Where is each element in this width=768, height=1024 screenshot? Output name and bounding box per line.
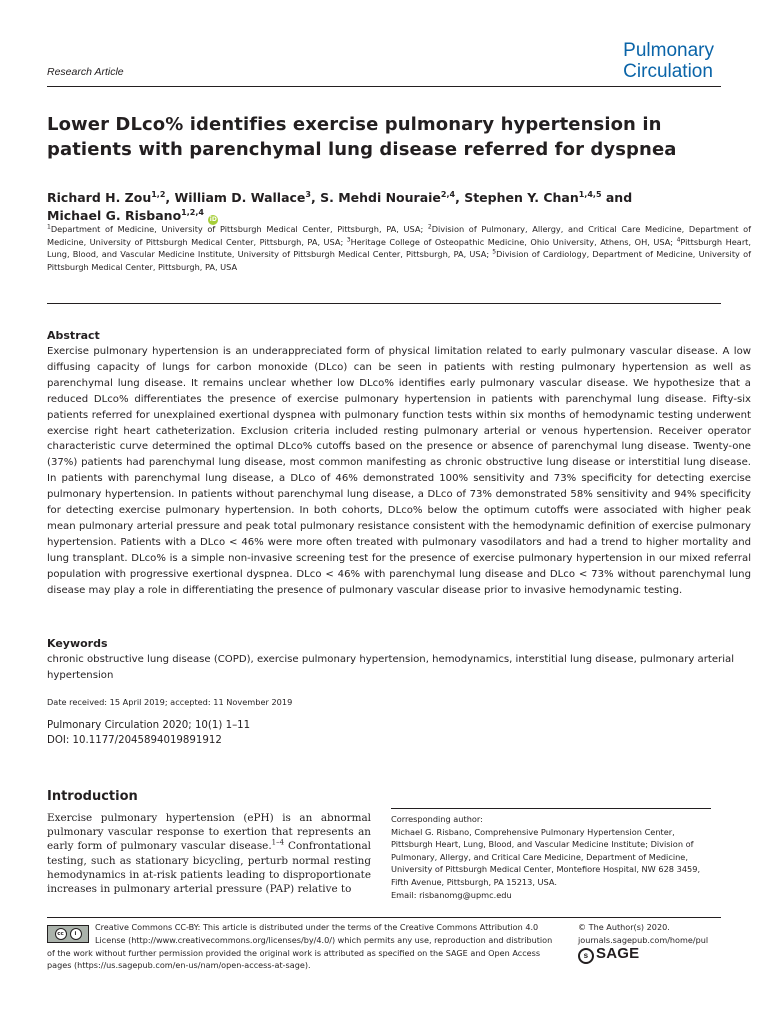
- copyright-block: [578, 921, 738, 947]
- license-statement: [47, 921, 571, 972]
- cc-icon: cc: [55, 928, 67, 940]
- author-name: S. Mehdi Nouraie: [320, 190, 441, 205]
- introduction-text: Confrontational testing, such as stationary bicycling, perturb normal resting hemodynamics in at-risk patients leading to disproportionate increases in pulmonary arterial pressure (PAP) relative to: [47, 840, 371, 896]
- author-name: William D. Wallace: [174, 190, 306, 205]
- header-divider: [47, 86, 721, 87]
- author-affiliation-ref: 2,4: [440, 189, 456, 199]
- corresponding-author-line: Pittsburgh Heart, Lung, Blood, and Vascular Medicine Institute; Division of: [391, 839, 694, 850]
- introduction-text: Exercise pulmonary hypertension (ePH) is an abnormal pulmonary vascular response to exertion that represents an early form of pulmonary vascular disease.: [47, 812, 371, 853]
- affiliation-text: Heritage College of Osteopathic Medicine, Ohio University, Athens, OH, USA;: [350, 236, 677, 247]
- affiliation-text: Department of Medicine, University of Pittsburgh Medical Center, Pittsburgh, PA, USA;: [50, 224, 428, 234]
- keywords-body: chronic obstructive lung disease (COPD), exercise pulmonary hypertension, hemodynamics, interstitial lung disease, pulmonary arterial hypertension: [47, 654, 735, 681]
- copyright-notice: © The Author(s) 2020.: [578, 922, 670, 932]
- citation-journal: Pulmonary Circulation 2020; 10(1) 1–11: [47, 720, 251, 731]
- author-name: Richard H. Zou: [47, 190, 152, 205]
- license-text: of the work without further permission provided the original work is attributed as specified on the SAGE and Open Access: [47, 947, 541, 958]
- author-list: Richard H. Zou$^{1,2}$, William D. Wallace$^3$, S. Mehdi Nouraie$^{2,4}$, Stephen Y. Chan$^{1,4,5}$ and Michael G. Risbano$^{1,2,4}$ iD: [47, 189, 633, 223]
- section-divider: [47, 303, 721, 304]
- corresponding-author-line: Michael G. Risbano, Comprehensive Pulmonary Hypertension Center,: [391, 826, 675, 837]
- footer-divider: [47, 917, 721, 918]
- correspondence-divider: [391, 808, 711, 809]
- affiliation-text: Division of Pulmonary, Allergy, and Critical Care Medicine, Department of Medicine, University of Pittsburgh Medical Center, Pittsburgh, PA, USA;: [47, 224, 751, 247]
- author-name: Michael G. Risbano: [47, 208, 182, 223]
- journal-logo: [623, 40, 714, 82]
- keywords-heading: Keywords: [47, 637, 108, 650]
- affiliations: [47, 223, 751, 273]
- author-affiliation-ref: 1,4,5: [578, 189, 602, 199]
- attribution-icon: i: [70, 928, 82, 940]
- author-conjunction: and: [605, 190, 633, 205]
- affiliation-number: 5: [492, 248, 497, 256]
- publisher-name: SAGE: [596, 945, 640, 962]
- author-affiliation-ref: 3: [305, 189, 311, 199]
- affiliation-number: 2: [427, 223, 432, 231]
- license-text: Creative Commons CC-BY: This article is distributed under the terms of the Creative Commons Attribution 4.0: [95, 922, 539, 932]
- affiliation-text: Pittsburgh Heart, Lung, Blood, and Vascular Medicine Institute, University of Pittsburgh Medical Center, Pittsburgh, PA, USA;: [47, 236, 751, 260]
- reference-citation[interactable]: 1–4: [271, 838, 285, 847]
- article-title: Lower DLco% identifies exercise pulmonary hypertension in patients with parenchymal lung disease referred for dyspnea: [47, 114, 677, 160]
- affiliation-number: 4: [676, 235, 681, 243]
- sage-logo: [578, 945, 639, 964]
- sage-mark-icon: s: [578, 948, 594, 964]
- corresponding-author-label: Corresponding author:: [391, 814, 483, 824]
- journal-url[interactable]: journals.sagepub.com/home/pul: [578, 934, 709, 945]
- article-type: Research Article: [47, 66, 124, 78]
- author-affiliation-ref: 1,2: [151, 189, 166, 199]
- abstract-body: Exercise pulmonary hypertension is an underappreciated form of physical limitation related to early pulmonary vascular disease. A low diffusing capacity of lungs for carbon monoxide (DLco) can be seen in patients with resting pulmonary hypertension as well as parenchymal lung disease. It remains unclear whether low DLco% identifies early pulmonary vascular disease. We hypothesize that a reduced DLco% differentiates the presence of exercise pulmonary hypertension in patients with parenchymal lung disease. Fifty-six patients referred for unexplained exertional dyspnea with pulmonary function tests within six months of hemodynamic testing underwent exercise right heart catheterization. Exclusion criteria included resting pulmonary arterial or venous hypertension. Receiver operator characteristic curve determined the optimal DLco% cutoffs based on the presence or absence of parenchymal lung disease. Twenty-one (37%) patients had parenchymal lung disease, most common manifesting as chronic obstructive lung disease or interstitial lung disease. In patients with parenchymal lung disease, a DLco of 46% demonstrated 100% sensitivity and 73% specificity for detecting exercise pulmonary hypertension. In patients without parenchymal lung disease, a DLco of 73% demonstrated 58% sensitivity and 94% specificity for detecting exercise pulmonary hypertension. In both cohorts, DLco% below the optimum cutoffs were associated with higher peak mean pulmonary arterial pressure and peak total pulmonary resistance consistent with the hemodynamic definition of exercise pulmonary hypertension. Patients with a DLco < 46% were more often treated with pulmonary vasodilators and had a trend to higher mortality and lung transplant. DLco% is a simple non-invasive screening test for the presence of exercise pulmonary hypertension in our mixed referral population with progressive exertional dyspnea. DLco < 46% with parenchymal lung disease and DLco < 73% without parenchymal lung disease may play a role in differentiating the presence of pulmonary vascular disease prior to invasive hemodynamic testing.: [47, 346, 751, 596]
- author-name: Stephen Y. Chan: [464, 190, 579, 205]
- affiliation-number: 3: [346, 235, 351, 243]
- affiliation-text: Division of Cardiology, Department of Medicine, University of Pittsburgh Medical Center, Pittsburgh, PA, USA: [47, 249, 751, 272]
- corresponding-author-line: Pulmonary, Allergy, and Critical Care Medicine, Department of Medicine,: [391, 851, 688, 862]
- affiliation-number: 1: [47, 223, 51, 231]
- introduction-heading: Introduction: [47, 789, 138, 804]
- journal-name-line2: Circulation: [623, 61, 713, 82]
- introduction-body: [47, 811, 371, 896]
- doi-link[interactable]: DOI: 10.1177/2045894019891912: [47, 735, 222, 746]
- corresponding-author-line: University of Pittsburgh Medical Center, Montefiore Hospital, NW 628 3459,: [391, 864, 701, 875]
- author-affiliation-ref: 1,2,4: [181, 207, 204, 217]
- orcid-icon[interactable]: iD: [209, 216, 217, 223]
- license-text: License (http://www.creativecommons.org/licenses/by/4.0/) which permits any use, reproduction and distribution: [95, 934, 553, 945]
- journal-name-line1: Pulmonary: [623, 40, 714, 61]
- received-accepted-dates: Date received: 15 April 2019; accepted: 11 November 2019: [47, 697, 293, 707]
- abstract-heading: Abstract: [47, 329, 100, 342]
- corresponding-author: [391, 813, 731, 901]
- corresponding-author-email[interactable]: Email: risbanomg@upmc.edu: [391, 889, 512, 900]
- corresponding-author-line: Fifth Avenue, Pittsburgh, PA 15213, USA.: [391, 876, 557, 887]
- citation: [47, 718, 250, 748]
- license-text: pages (https://us.sagepub.com/en-us/nam/open-access-at-sage).: [47, 960, 311, 971]
